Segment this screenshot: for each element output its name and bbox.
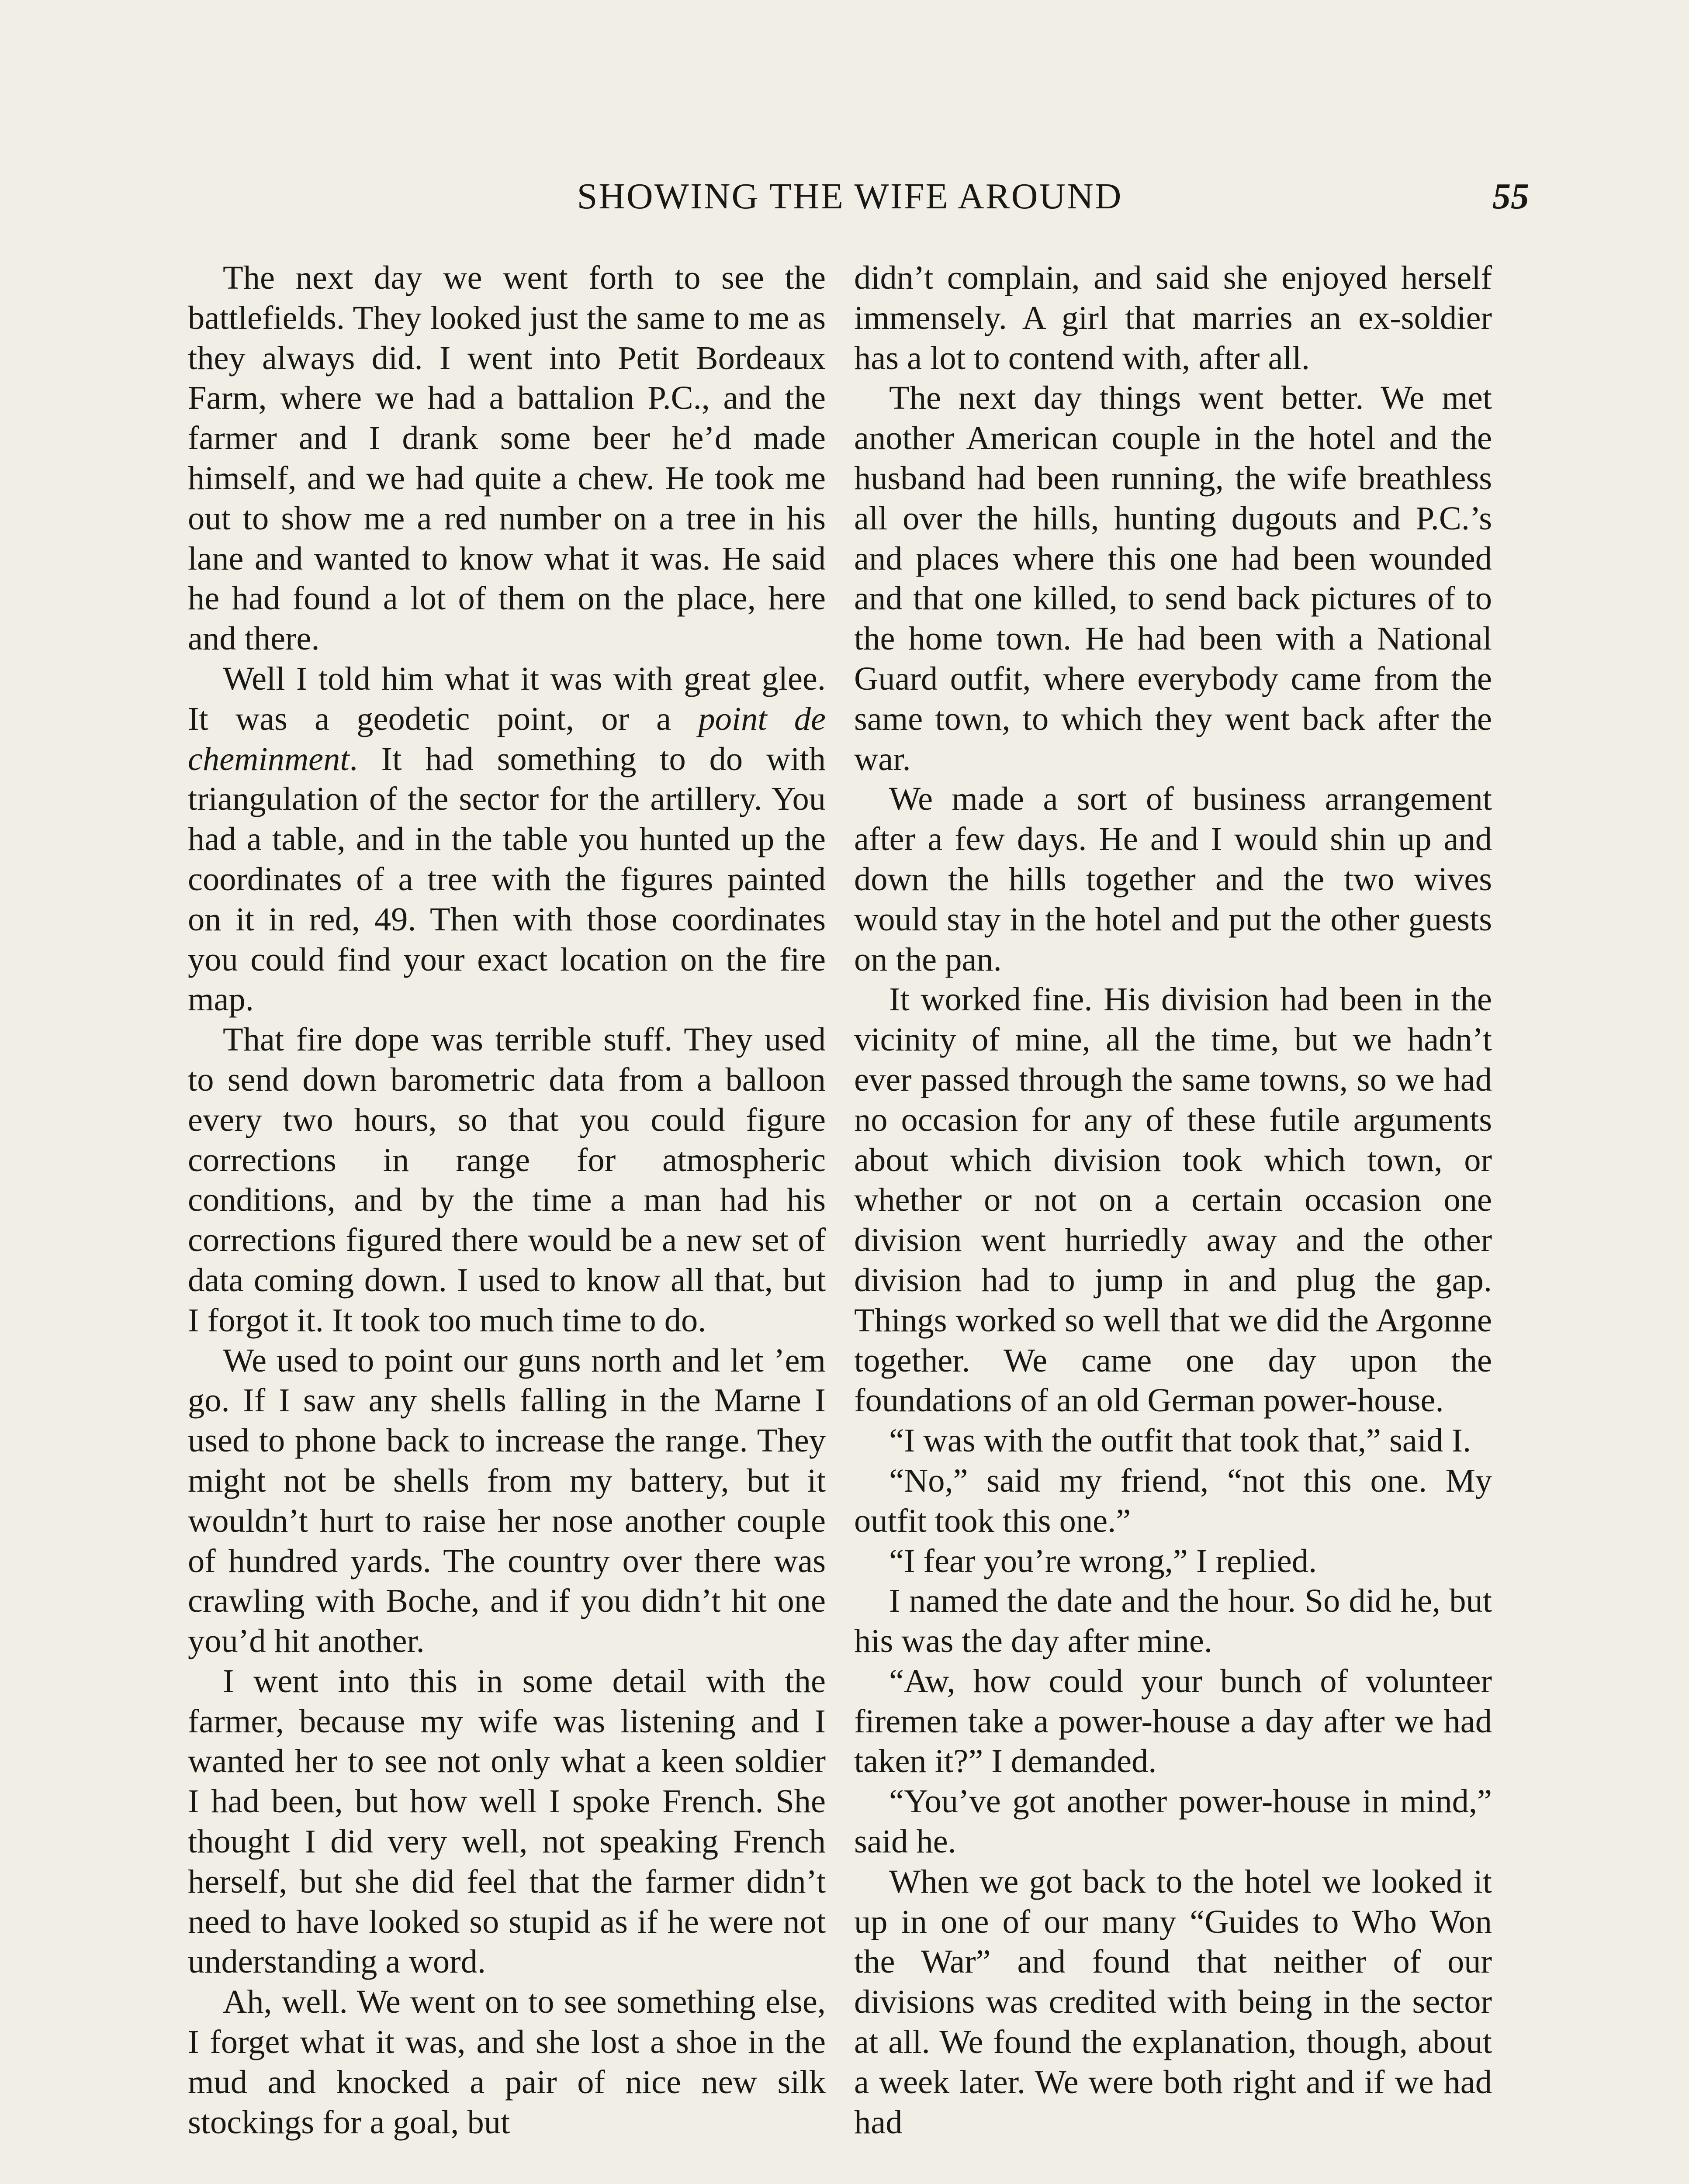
paragraph: We made a sort of business arrangement after a few days. He and I would shin up and down the hills together and the two wives would stay in the hotel and put the other guests on the pan. [854, 780, 1492, 978]
italic-term: point de cheminment [188, 700, 826, 778]
running-head: SHOWING THE WIFE AROUND [577, 176, 1123, 217]
right-column [854, 258, 1492, 2142]
paragraph: We used to point our guns north and let ’em go. If I saw any shells falling in the Marne I used to phone back to increase the range. They might not be shells from my battery, but it wouldn’t hurt to raise her nose another couple of hundred yards. The country over there was crawling with Boche, and if you didn’t hit one you’d hit another. [188, 1341, 826, 1660]
page-number: 55 [1492, 176, 1529, 217]
paragraph: It worked fine. His division had been in the vicinity of mine, all the time, but we hadn’t ever passed through the same towns, so we had no occasion for any of these futile arguments about which division took which town, or whether or not on a certain occasion one division went hurriedly away and the other division had to jump in and plug the gap. Things worked so well that we did the Argonne together. We came one day upon the foundations of an old German power-house. [854, 981, 1492, 1419]
paragraph: “Aw, how could your bunch of volunteer firemen take a power-house a day after we had taken it?” I demanded. [854, 1662, 1492, 1780]
paragraph: Well I told him what it was with great glee. It was a geodetic point, or a point de cheminment. It had something to do with triangulation of the sector for the artillery. You had a table, and in the table you hunted up the coordinates of a tree with the figures painted on it in red, 49. Then with those coordinates you could find your exact location on the fire map. [188, 660, 826, 1018]
paragraph: Ah, well. We went on to see something else, I forget what it was, and she lost a shoe in the mud and knocked a pair of nice new silk stockings for a goal, but [188, 1983, 826, 2141]
page-header [188, 166, 1529, 227]
left-column [188, 258, 826, 2142]
paragraph: “I fear you’re wrong,” I replied. [889, 1542, 1317, 1579]
paragraph: I went into this in some detail with the farmer, because my wife was listening and I wanted her to see not only what a keen soldier I had been, but how well I spoke French. She thought I did very well, not speaking French herself, but she did feel that the farmer didn’t need to have looked so stupid as if he were not understanding a word. [188, 1662, 826, 1980]
paragraph-continued: didn’t complain, and said she enjoyed herself immensely. A girl that marries an ex-soldier has a lot to contend with, after all. [854, 259, 1492, 377]
paragraph: “No,” said my friend, “not this one. My outfit took this one.” [854, 1462, 1492, 1539]
paragraph: “You’ve got another power-house in mind,” said he. [854, 1783, 1492, 1860]
paragraph: When we got back to the hotel we looked it up in one of our many “Guides to Who Won the War” and found that neither of our divisions was credited with being in the sector at all. We found the explanation, though, about a week later. We were both right and if we had had [854, 1863, 1492, 2141]
paragraph: The next day things went better. We met another American couple in the hotel and the husband had been running, the wife breathless all over the hills, hunting dugouts and P.C.’s and places where this one had been wounded and that one killed, to send back pictures of to the home town. He had been with a National Guard outfit, where everybody came from the same town, to which they went back after the war. [854, 379, 1492, 778]
paragraph: I named the date and the hour. So did he, but his was the day after mine. [854, 1582, 1492, 1660]
paragraph: The next day we went forth to see the battlefields. They looked just the same to me as they always did. I went into Petit Bordeaux Farm, where we had a battalion P.C., and the farmer and I drank some beer he’d made himself, and we had quite a chew. He took me out to show me a red number on a tree in his lane and wanted to know what it was. He said he had found a lot of them on the place, here and there. [188, 259, 826, 657]
paragraph: That fire dope was terrible stuff. They used to send down barometric data from a balloon every two hours, so that you could figure corrections in range for atmospheric conditions, and by the time a man had his corrections figured there would be a new set of data coming down. I used to know all that, but I forgot it. It took too much time to do. [188, 1021, 826, 1339]
paragraph: “I was with the outfit that took that,” said I. [889, 1422, 1471, 1459]
